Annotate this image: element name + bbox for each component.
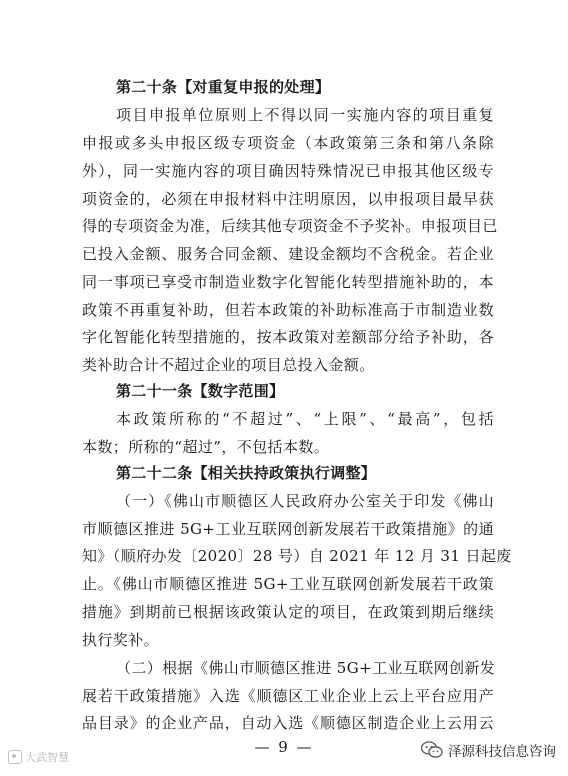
watermark-right-text: 泽源科技信息咨询 [448, 744, 556, 760]
section-22-line-1: （一）《佛山市顺德区人民政府办公室关于印发《佛山 [116, 492, 494, 510]
section-21-line-2: 本数；所称的“超过”，不包括本数。 [82, 438, 330, 456]
section-21-line-1: 本政策所称的“不超过”、“上限”、“最高”，包括 [116, 410, 494, 428]
section-22-line-7: （二）根据《佛山市顺德区推进 5G+工业互联网创新发 [116, 659, 496, 677]
section-22-line-9: 品目录》的企业产品，自动入选《顺德区制造企业上云用云 [82, 714, 494, 732]
section-22-line-5: 措施》到期前已根据该政策认定的项目，在政策到期后继续 [82, 603, 494, 621]
section-20-line-7: 同一事项已享受市制造业数字化智能化转型措施补助的，本 [82, 273, 494, 291]
section-20-line-1: 项目申报单位原则上不得以同一实施内容的项目重复 [116, 106, 494, 124]
section-20-line-10: 类补助合计不超过企业的项目总投入金额。 [82, 356, 375, 374]
section-22-line-2: 市顺德区推进 5G+工业互联网创新发展若干政策措施》的通 [82, 520, 494, 538]
section-20-heading: 第二十条【对重复申报的处理】 [116, 78, 331, 96]
section-21-heading: 第二十一条【数字范围】 [116, 382, 285, 400]
watermark-left [8, 749, 69, 765]
section-20-line-4: 项资金的，必须在申报材料中注明原因，以申报项目最早获 [82, 190, 494, 208]
section-22-line-4: 止。《佛山市顺德区推进 5G+工业互联网创新发展若干政策 [82, 575, 494, 593]
section-20-line-8: 政策不再重复补助，但若本政策的补助标准高于市制造业数 [82, 301, 494, 319]
app-logo-icon [8, 750, 22, 764]
wechat-icon [421, 741, 443, 759]
section-20-line-3: 外），同一实施内容的项目确因特殊情况已申报其他区级专 [82, 162, 494, 180]
section-20-line-5: 得的专项资金为准，后续其他专项资金不予奖补。申报项目已 [82, 217, 498, 235]
section-20-line-2: 申报或多头申报区级专项资金（本政策第三条和第八条除 [82, 134, 494, 152]
section-22-line-6: 执行奖补。 [82, 631, 160, 649]
watermark-right [421, 740, 556, 760]
section-22-heading: 第二十二条【相关扶持政策执行调整】 [116, 464, 377, 482]
section-20-line-9: 字化智能化转型措施的，按本政策对差额部分给予补助，各 [82, 328, 494, 346]
section-22-line-8: 展若干政策措施》入选《顺德区工业企业上云上平台应用产 [82, 687, 494, 705]
section-20-line-6: 已投入金额、服务合同金额、建设金额均不含税金。若企业 [82, 245, 494, 263]
page-number: — 9 — [254, 738, 314, 756]
section-22-line-3: 知》（顺府办发〔2020〕28 号）自 2021 年 12 月 31 日起废 [82, 547, 512, 565]
watermark-left-text: 大武智慧 [25, 751, 69, 764]
